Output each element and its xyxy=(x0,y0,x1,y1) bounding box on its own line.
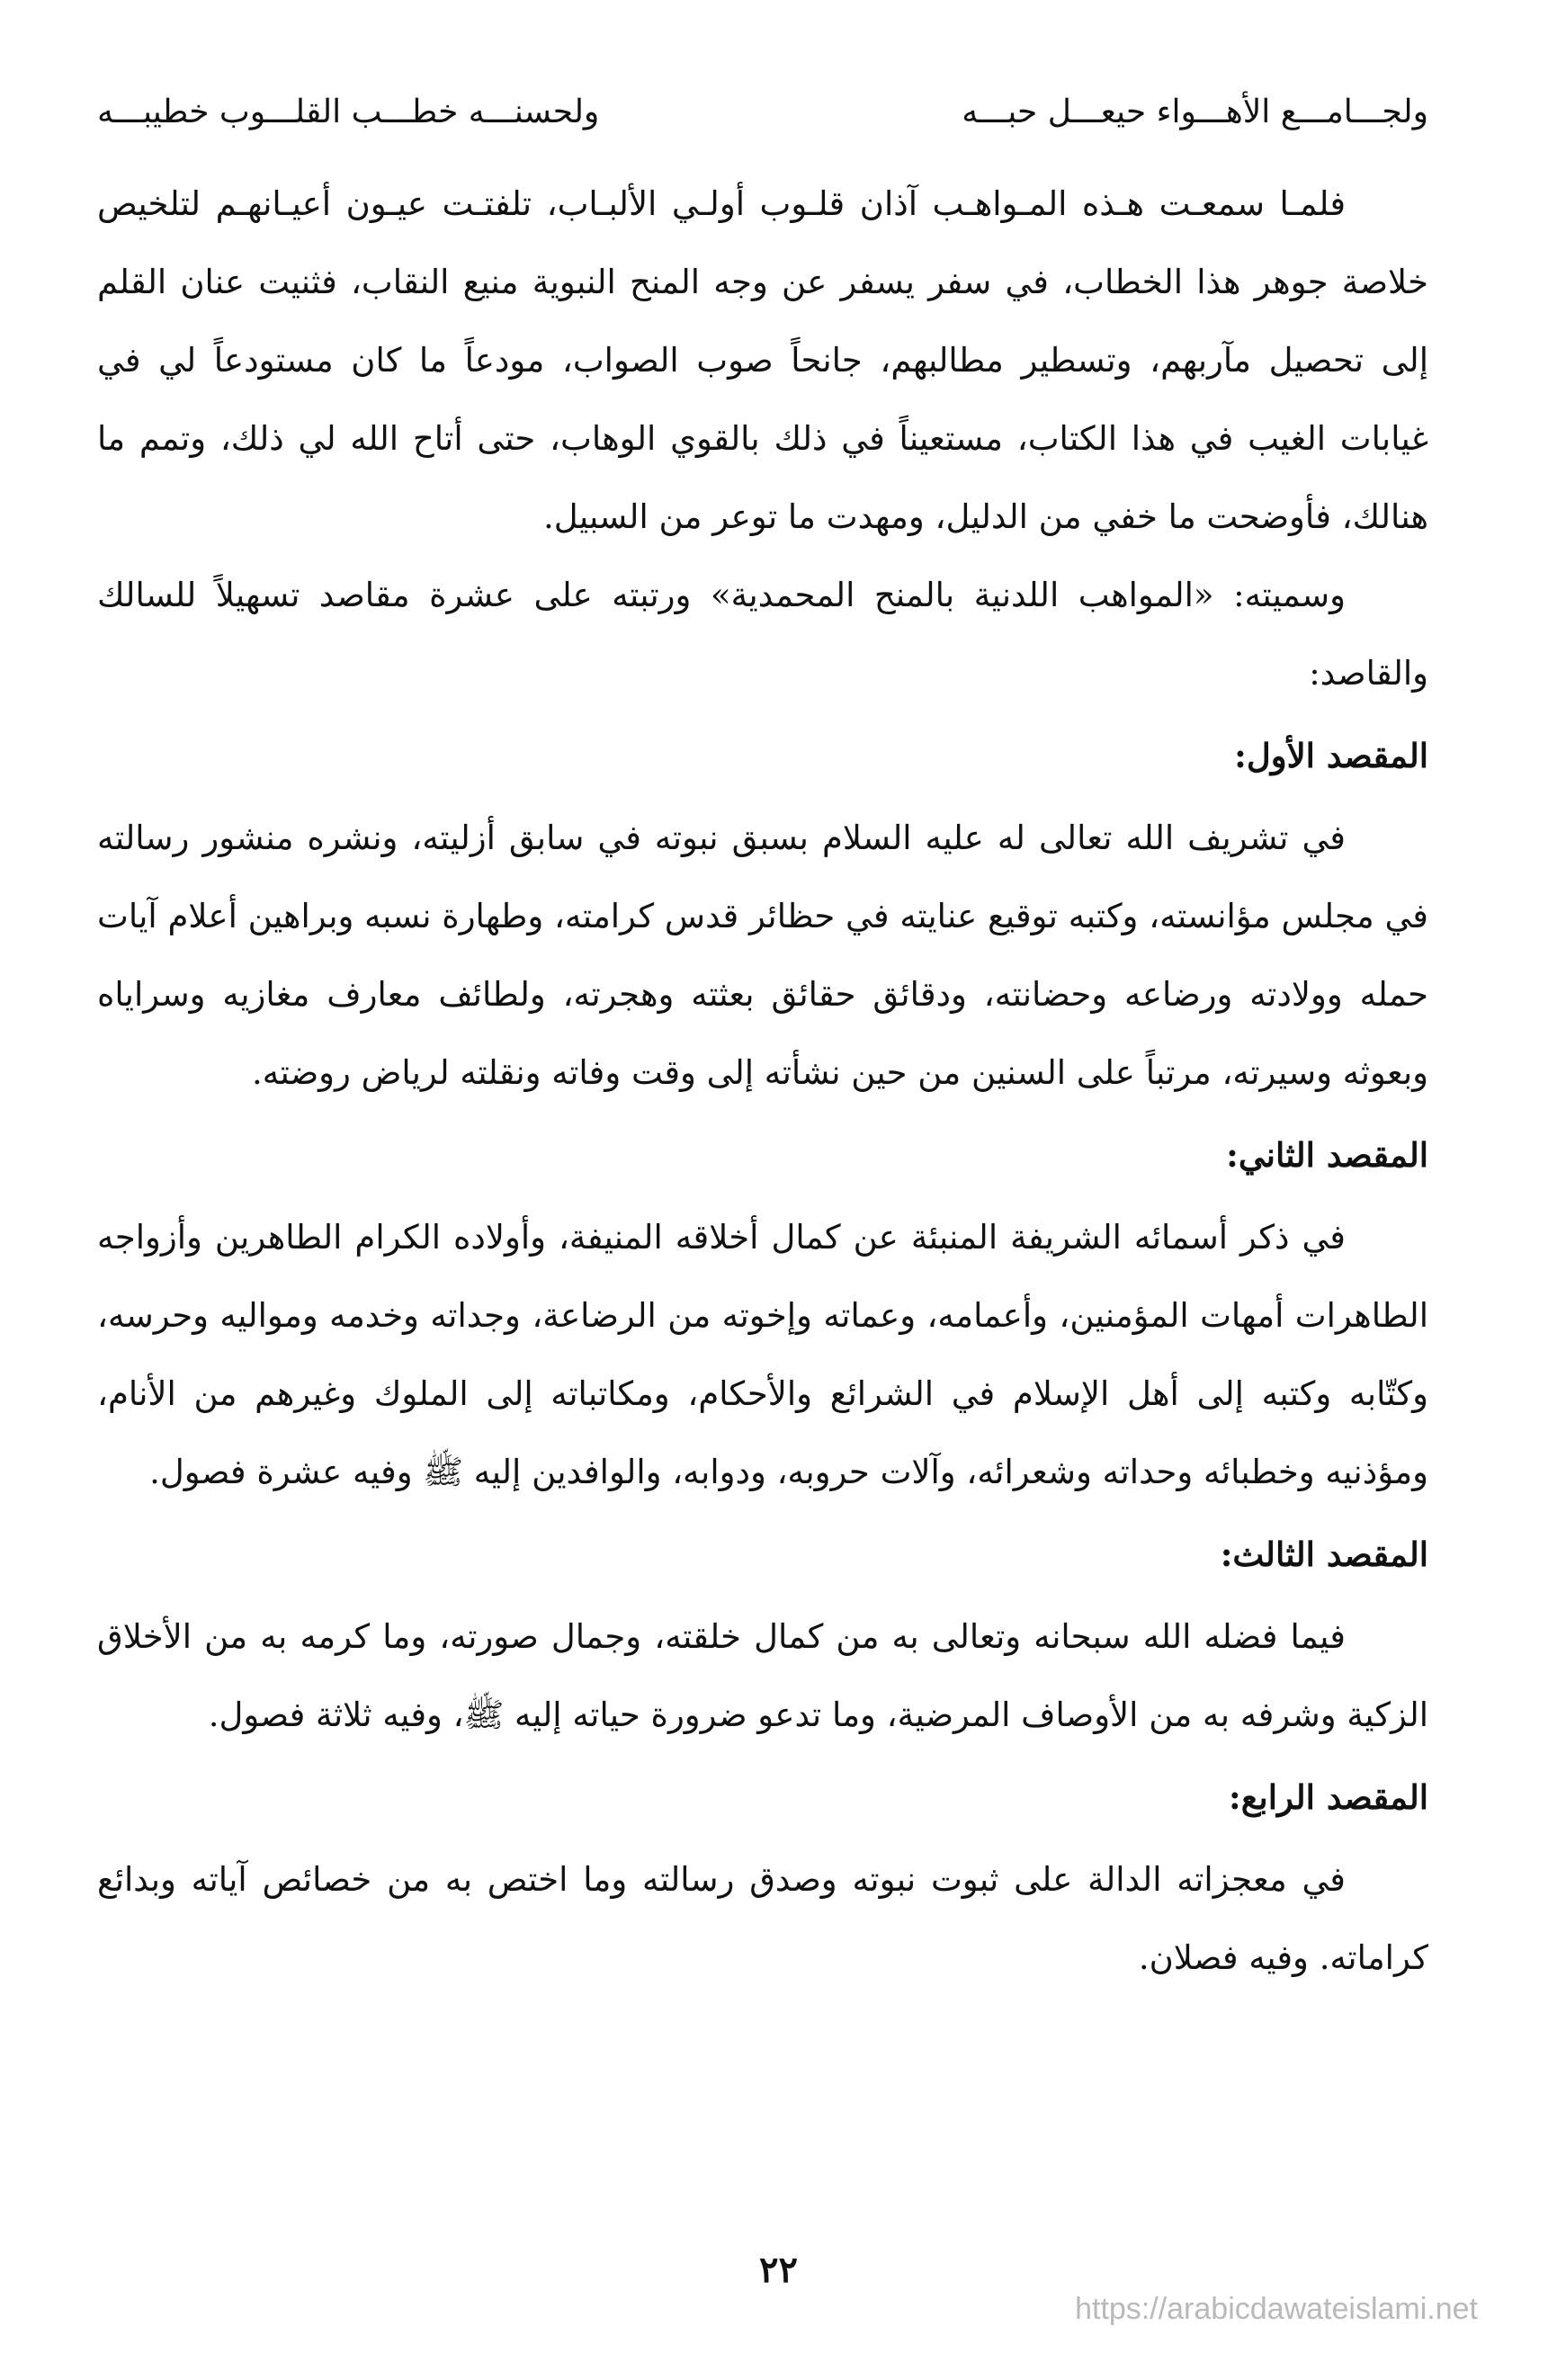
section-heading-3: المقصد الثالث: xyxy=(1220,1534,1428,1574)
intro-paragraph: فلمـا سمعـت هـذه المـواهـب آذان قلـوب أولـي الألبـاب، تلفتـت عيـون أعيـانهـم لتلخيص خلاصة جوهر هذا الخطاب، في سفر يسفر عن وجه المنح النبوية منيع النقاب، فثنيت عنان القلم إلى تحصيل مآربهم، وتسطير مطالبهم، جانحاً صوب الصواب، مودعاً ما كان مستودعاً لي في غيابات الغيب في هذا الكتاب، مستعيناً في ذلك بالقوي الوهاب، حتى أتاح الله لي ذلك، وتمم ما هنالك، فأوضحت ما خفي من الدليل، ومهدت ما توعر من السبيل. xyxy=(97,184,1428,536)
section-text-2: في ذكر أسمائه الشريفة المنبئة عن كمال أخلاقه المنيفة، وأولاده الكرام الطاهرين وأزواجه الطاهرات أمهات المؤمنين، وأعمامه، وعماته وإخوته من الرضاعة، وجداته وخدمه ومواليه وحرسه، وكتّابه وكتبه إلى أهل الإسلام في الشرائع والأحكام، ومكاتباته إلى الملوك وغيرهم من الأنام، ومؤذنيه وخطبائه وحداته وشعرائه، وآلات حروبه، ودوابه، والوافدين إليه ﷺ وفيه عشرة فصول. xyxy=(97,1218,1428,1491)
section-text-4: في معجزاته الدالة على ثبوت نبوته وصدق رسالته وما اختص به من خصائص آياته وبدائع كراماته. وفيه فصلان. xyxy=(97,1860,1428,1977)
section-text-3: فيما فضله الله سبحانه وتعالى به من كمال خلقته، وجمال صورته، وما كرمه به من الأخلاق الزكية وشرفه به من الأوصاف المرضية، وما تدعو ضرورة حياته إليه ﷺ، وفيه ثلاثة فصول. xyxy=(97,1617,1428,1734)
section-heading-2: المقصد الثاني: xyxy=(1226,1135,1428,1175)
section-heading-1: المقصد الأول: xyxy=(1234,736,1428,775)
naming-paragraph: وسميته: «المواهب اللدنية بالمنح المحمدية» ورتبته على عشرة مقاصد تسهيلاً للسالك والقاصد: xyxy=(97,576,1428,693)
poem-hemistich-left: ولحسنـــه خطـــب القلـــوب خطيبـــه xyxy=(97,94,600,130)
section-text-1: في تشريف الله تعالى له عليه السلام بسبق نبوته في سابق أزليته، ونشره منشور رسالته في مجلس مؤانسته، وكتبه توقيع عنايته في حظائر قدس كرامته، وطهارة نسبه وبراهين أعلام آيات حمله وولادته ورضاعه وحضانته، ودقائق حقائق بعثته وهجرته، ولطائف معارف مغازيه وسراياه وبعوثه وسيرته، مرتباً على السنين من حين نشأته إلى وقت وفاته ونقلته لرياض روضته. xyxy=(97,819,1428,1092)
section-heading-4: المقصد الرابع: xyxy=(1229,1777,1428,1817)
watermark-url: https://arabicdawateislami.net xyxy=(1075,2292,1478,2326)
book-page xyxy=(97,85,1428,1997)
page-number: ٢٢ xyxy=(759,2249,798,2291)
poem-verse xyxy=(97,85,1428,139)
poem-hemistich-right: ولجـــامـــع الأهـــواء حيعـــل حبـــه xyxy=(962,94,1428,130)
